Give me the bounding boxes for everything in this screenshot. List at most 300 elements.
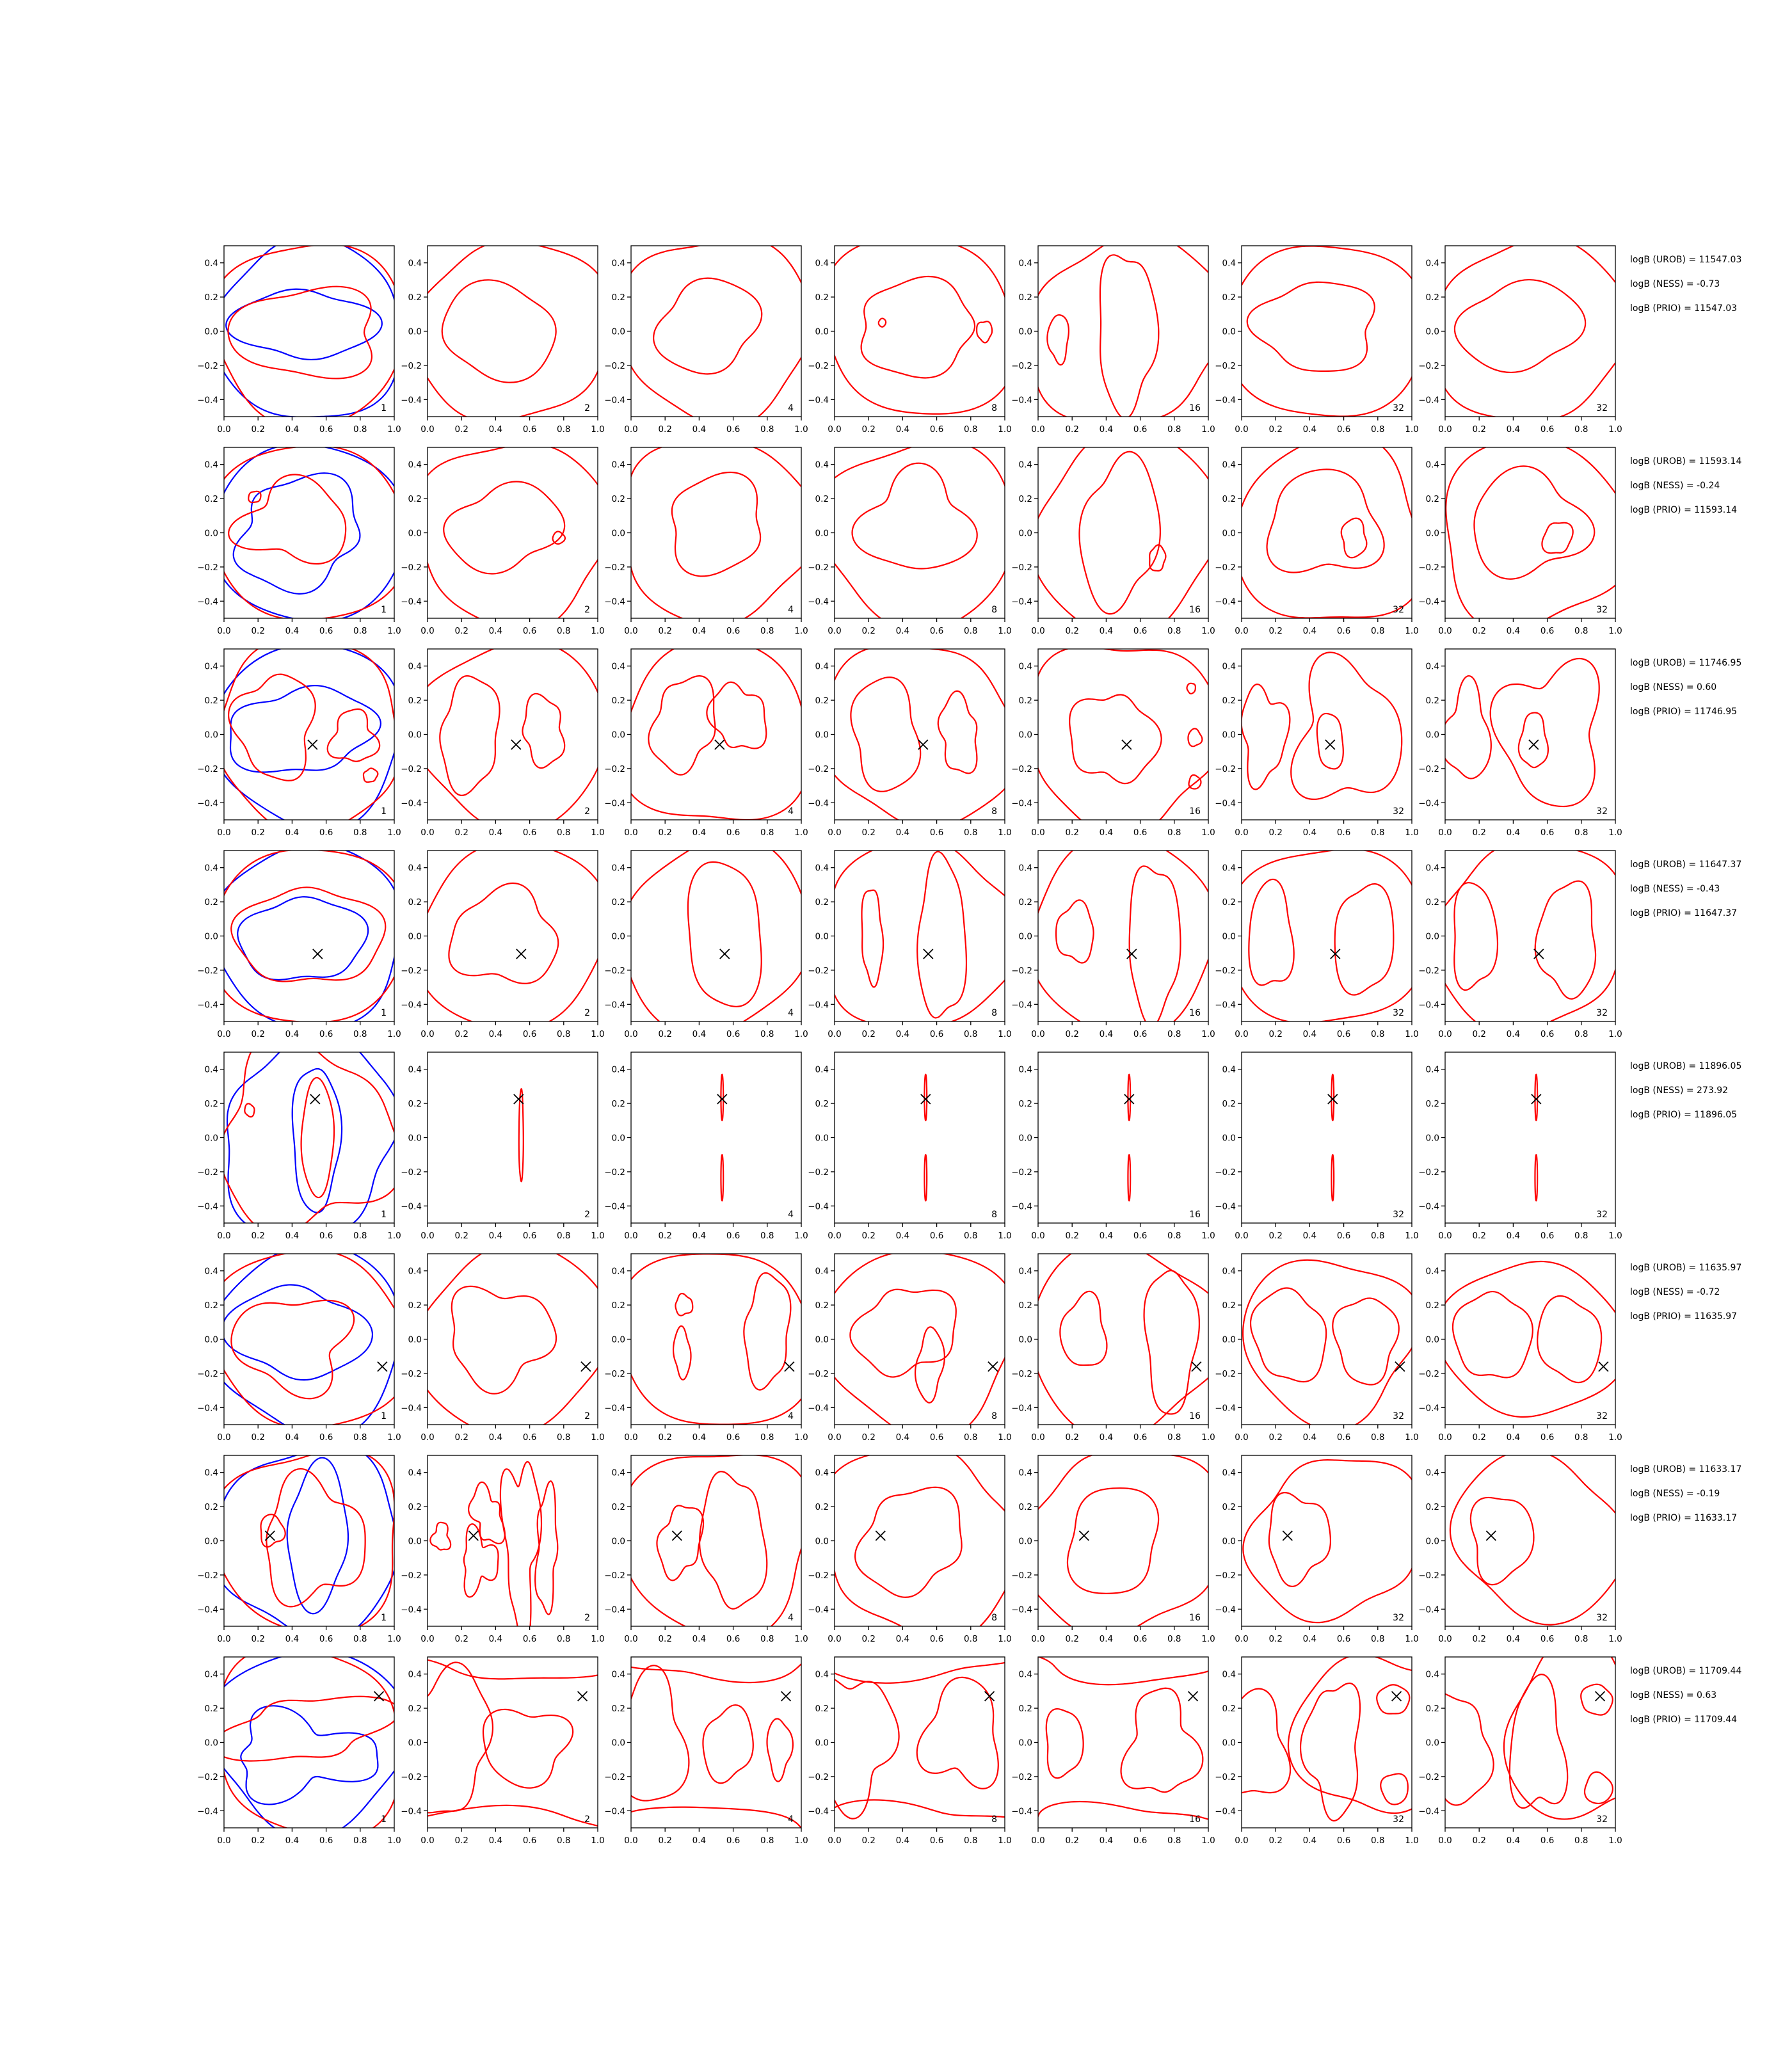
- y-tick-label: 0.0: [408, 1133, 422, 1144]
- x-tick-label: 0.8: [1371, 1231, 1385, 1241]
- y-tick-label: −0.2: [401, 1772, 422, 1782]
- y-tick-label: −0.2: [1418, 1167, 1439, 1178]
- row-logb-annotations: [1630, 449, 1792, 522]
- contour-red: [1510, 1674, 1567, 1808]
- y-tick-label: 0.2: [408, 1704, 422, 1715]
- y-tick-label: −0.2: [604, 965, 625, 976]
- y-tick-label: 0.0: [204, 1334, 218, 1345]
- y-tick-label: 0.0: [1425, 1738, 1439, 1748]
- x-tick-label: 0.4: [692, 626, 707, 636]
- x-tick-label: 0.4: [1302, 1231, 1317, 1241]
- contour-layer: [1450, 1450, 1628, 1625]
- x-tick-label: 0.2: [1472, 1029, 1486, 1039]
- axes-frame: [224, 649, 394, 820]
- contour-red: [1228, 246, 1425, 417]
- y-tick-label: 0.2: [1222, 292, 1236, 303]
- subplot-row2-col6: [1203, 432, 1427, 644]
- x-tick-label: 0.0: [1438, 626, 1452, 636]
- y-tick-label: −0.4: [197, 798, 218, 809]
- x-tick-label: 0.4: [1099, 1231, 1114, 1241]
- subplot-row8-col6: [1203, 1642, 1427, 1854]
- x-tick-label: 0.6: [1133, 626, 1148, 636]
- x-tick-label: 0.4: [1506, 1432, 1521, 1443]
- y-tick-label: −0.4: [604, 1201, 625, 1212]
- particle-count-label: 4: [788, 605, 794, 615]
- particle-count-label: 32: [1596, 403, 1608, 413]
- contour-red: [1441, 676, 1491, 778]
- y-tick-label: 0.4: [1425, 460, 1439, 470]
- y-tick-label: 0.2: [611, 1704, 625, 1715]
- y-tick-label: −0.4: [808, 1806, 829, 1817]
- particle-count-label: 32: [1393, 605, 1404, 615]
- contour-red: [1130, 866, 1181, 1027]
- row-logb-annotations: [1630, 1256, 1792, 1329]
- contour-blue: [237, 897, 368, 980]
- y-tick-label: 0.4: [204, 1064, 218, 1075]
- x-marker-icon: [921, 1094, 931, 1104]
- x-marker-icon: [1328, 1094, 1338, 1104]
- x-tick-label: 0.8: [1371, 1029, 1385, 1039]
- x-tick-label: 0.6: [1540, 424, 1555, 435]
- y-tick-label: −0.4: [1011, 1806, 1032, 1817]
- logb-annotation-line: logB (NESS) = -0.19: [1630, 1489, 1720, 1499]
- x-tick-label: 0.4: [1506, 1634, 1521, 1644]
- x-tick-label: 0.6: [726, 626, 740, 636]
- x-tick-label: 0.0: [217, 1029, 231, 1039]
- contour-layer: [1431, 842, 1625, 1034]
- subplot-row5-col2: [389, 1037, 613, 1249]
- x-tick-label: 0.2: [861, 1836, 876, 1846]
- x-tick-label: 0.2: [1472, 1231, 1486, 1241]
- y-tick-label: 0.0: [1222, 1334, 1236, 1345]
- x-tick-label: 1.0: [387, 626, 401, 636]
- y-tick-label: −0.2: [808, 1570, 829, 1581]
- y-tick-label: −0.2: [401, 562, 422, 573]
- x-tick-label: 0.6: [1133, 1231, 1148, 1241]
- particle-count-label: 2: [584, 1411, 590, 1421]
- contour-red: [620, 1455, 811, 1640]
- y-tick-label: −0.2: [808, 562, 829, 573]
- contour-red: [1450, 1450, 1628, 1625]
- y-tick-label: −0.4: [197, 1403, 218, 1414]
- x-tick-label: 0.4: [285, 1432, 300, 1443]
- contour-layer: [1031, 1241, 1230, 1440]
- x-marker-icon: [720, 949, 730, 959]
- x-tick-label: 1.0: [1608, 1231, 1622, 1241]
- contour-layer: [618, 1254, 815, 1424]
- y-tick-label: −0.4: [604, 1604, 625, 1615]
- subplot-row8-col3: [593, 1642, 817, 1854]
- axes-frame: [631, 649, 801, 820]
- x-tick-label: 1.0: [1608, 828, 1622, 838]
- contour-layer: [823, 238, 1016, 414]
- y-tick-label: 0.2: [1425, 1099, 1439, 1110]
- contour-layer: [1436, 237, 1631, 420]
- contour-red: [721, 1155, 723, 1201]
- y-tick-label: −0.4: [1418, 1604, 1439, 1615]
- y-tick-label: 0.4: [611, 661, 625, 672]
- x-tick-label: 0.0: [624, 1432, 638, 1443]
- contour-red: [464, 1524, 499, 1597]
- contour-red: [618, 1254, 815, 1424]
- x-tick-label: 0.2: [454, 1836, 468, 1846]
- x-marker-icon: [1596, 1692, 1605, 1701]
- subplot-row6-col4: [796, 1238, 1020, 1451]
- contour-red: [823, 238, 1016, 414]
- axes-frame: [428, 246, 598, 417]
- contour-red: [535, 1481, 557, 1614]
- contour-red: [483, 1709, 573, 1788]
- y-tick-label: 0.0: [611, 730, 625, 740]
- y-tick-label: 0.4: [1425, 1669, 1439, 1680]
- x-tick-label: 1.0: [998, 828, 1012, 838]
- subplot-row7-col4: [796, 1440, 1020, 1652]
- x-tick-label: 0.2: [1268, 1634, 1283, 1644]
- contour-red: [1236, 433, 1425, 618]
- x-tick-label: 0.8: [1167, 626, 1181, 636]
- subplot-row4-col1: [186, 835, 410, 1048]
- particle-count-label: 32: [1596, 806, 1608, 817]
- y-tick-label: 0.4: [815, 1669, 829, 1680]
- x-marker-icon: [717, 1094, 727, 1104]
- y-tick-label: −0.4: [808, 395, 829, 406]
- y-tick-label: 0.4: [611, 1468, 625, 1478]
- y-tick-label: 0.2: [1425, 1704, 1439, 1715]
- y-tick-label: 0.0: [611, 1334, 625, 1345]
- axes-frame: [1038, 1052, 1208, 1223]
- y-tick-label: 0.0: [1222, 528, 1236, 539]
- y-tick-label: 0.4: [408, 1064, 422, 1075]
- x-tick-label: 0.0: [624, 626, 638, 636]
- x-tick-label: 0.2: [454, 1432, 468, 1443]
- x-tick-label: 0.2: [1065, 626, 1079, 636]
- subplot-row7-col5: [1000, 1440, 1224, 1652]
- contour-layer: [411, 241, 611, 422]
- y-tick-label: 0.2: [611, 696, 625, 707]
- particle-count-label: 16: [1189, 1411, 1201, 1421]
- x-tick-label: 0.6: [929, 626, 944, 636]
- x-tick-label: 0.0: [420, 1432, 435, 1443]
- axes-frame: [1242, 649, 1412, 820]
- contour-red: [657, 1505, 703, 1580]
- contour-red: [228, 675, 316, 781]
- y-tick-label: 0.2: [1018, 897, 1032, 908]
- x-tick-label: 1.0: [387, 1634, 401, 1644]
- x-tick-label: 0.0: [217, 424, 231, 435]
- row-logb-annotations: [1630, 651, 1792, 724]
- contour-red: [411, 241, 611, 422]
- x-tick-label: 0.8: [1371, 424, 1385, 435]
- y-tick-label: −0.2: [1215, 562, 1236, 573]
- logb-annotation-line: logB (UROB) = 11746.95: [1630, 658, 1742, 668]
- y-tick-label: 0.4: [611, 863, 625, 874]
- subplot-row6-col6: [1203, 1238, 1427, 1451]
- contour-red: [413, 1243, 612, 1436]
- x-tick-label: 0.0: [624, 1231, 638, 1241]
- contour-red: [522, 694, 564, 768]
- x-tick-label: 0.0: [1438, 1231, 1452, 1241]
- y-tick-label: 0.2: [408, 897, 422, 908]
- subplot-row5-col3: [593, 1037, 817, 1249]
- x-tick-label: 1.0: [1201, 1231, 1215, 1241]
- contour-red: [1060, 1292, 1107, 1365]
- contour-blue: [212, 444, 406, 621]
- y-tick-label: −0.4: [808, 1000, 829, 1011]
- y-tick-label: −0.2: [1418, 764, 1439, 774]
- axes-frame: [631, 1657, 801, 1828]
- x-marker-icon: [308, 740, 317, 749]
- y-tick-label: 0.4: [1018, 863, 1032, 874]
- y-tick-label: −0.4: [197, 1806, 218, 1817]
- subplot-row7-col7: [1407, 1440, 1631, 1652]
- y-tick-label: −0.4: [1215, 596, 1236, 607]
- contour-red: [364, 768, 378, 782]
- y-tick-label: −0.2: [1418, 965, 1439, 976]
- y-tick-label: 0.4: [1222, 1669, 1236, 1680]
- axes-frame: [835, 1254, 1005, 1425]
- y-tick-label: 0.2: [611, 1300, 625, 1311]
- x-tick-label: 0.0: [420, 1634, 435, 1644]
- contour-layer: [416, 842, 609, 1030]
- subplot-row7-col3: [593, 1440, 817, 1652]
- y-tick-label: −0.4: [197, 596, 218, 607]
- axes-frame: [1242, 1455, 1412, 1626]
- x-tick-label: 0.4: [488, 1029, 503, 1039]
- y-tick-label: 0.2: [204, 696, 218, 707]
- x-tick-label: 0.4: [285, 828, 300, 838]
- y-tick-label: −0.2: [604, 1570, 625, 1581]
- y-tick-label: −0.2: [197, 1772, 218, 1782]
- logb-annotation-line: logB (PRIO) = 11635.97: [1630, 1311, 1738, 1322]
- axes-frame: [631, 246, 801, 417]
- contour-red: [855, 1487, 962, 1597]
- y-tick-label: 0.4: [408, 1468, 422, 1478]
- y-tick-label: 0.4: [1018, 1064, 1032, 1075]
- x-tick-label: 0.0: [217, 1836, 231, 1846]
- x-tick-label: 1.0: [1201, 1634, 1215, 1644]
- contour-blue: [287, 1458, 348, 1614]
- x-tick-label: 0.2: [251, 828, 265, 838]
- y-tick-label: −0.4: [1011, 1201, 1032, 1212]
- x-tick-label: 1.0: [794, 828, 808, 838]
- contour-red: [1585, 1772, 1613, 1804]
- y-tick-label: 0.0: [815, 1133, 829, 1144]
- x-tick-label: 0.2: [1065, 1029, 1079, 1039]
- subplot-row1-col2: [389, 230, 613, 443]
- x-tick-label: 0.2: [1472, 1432, 1486, 1443]
- x-tick-label: 0.2: [658, 424, 672, 435]
- x-tick-label: 1.0: [794, 1029, 808, 1039]
- x-tick-label: 0.6: [522, 1634, 537, 1644]
- y-tick-label: −0.2: [808, 965, 829, 976]
- y-tick-label: −0.2: [401, 360, 422, 371]
- contour-red: [675, 1293, 692, 1315]
- x-tick-label: 1.0: [1608, 1836, 1622, 1846]
- x-tick-label: 0.8: [1574, 1231, 1588, 1241]
- y-tick-label: −0.2: [197, 1570, 218, 1581]
- x-tick-label: 0.0: [420, 626, 435, 636]
- x-marker-icon: [578, 1692, 588, 1701]
- contour-red: [721, 1075, 723, 1121]
- axes-frame: [1445, 1052, 1615, 1223]
- particle-count-label: 8: [991, 1008, 997, 1018]
- y-tick-label: −0.4: [1418, 798, 1439, 809]
- x-tick-label: 0.6: [929, 1231, 944, 1241]
- contour-red: [1331, 1075, 1334, 1121]
- contour-layer: [417, 444, 612, 631]
- y-tick-label: 0.0: [611, 1133, 625, 1144]
- x-tick-label: 0.0: [217, 828, 231, 838]
- x-tick-label: 1.0: [1405, 1836, 1419, 1846]
- contour-red: [1317, 714, 1343, 769]
- x-tick-label: 0.6: [929, 828, 944, 838]
- x-tick-label: 1.0: [794, 1836, 808, 1846]
- logb-annotation-line: logB (UROB) = 11633.17: [1630, 1464, 1742, 1475]
- x-tick-label: 0.2: [1268, 424, 1283, 435]
- particle-count-label: 1: [381, 1411, 387, 1421]
- y-tick-label: 0.2: [1425, 494, 1439, 505]
- contour-red: [1535, 1155, 1537, 1201]
- y-tick-label: −0.4: [1418, 1403, 1439, 1414]
- y-tick-label: 0.4: [1222, 1266, 1236, 1277]
- contour-red: [879, 319, 886, 327]
- x-tick-label: 0.8: [964, 1836, 978, 1846]
- contour-layer: [211, 844, 407, 1028]
- subplot-row4-col4: [796, 835, 1020, 1048]
- y-tick-label: 0.2: [611, 1099, 625, 1110]
- contour-red: [744, 1273, 790, 1390]
- x-tick-label: 0.8: [353, 1634, 367, 1644]
- x-tick-label: 0.4: [1302, 1836, 1317, 1846]
- y-tick-label: −0.4: [1418, 395, 1439, 406]
- logb-annotation-line: logB (PRIO) = 11593.14: [1630, 505, 1738, 515]
- axes-frame: [428, 447, 598, 618]
- x-tick-label: 0.0: [828, 1836, 842, 1846]
- x-tick-label: 0.6: [1540, 1836, 1555, 1846]
- y-tick-label: −0.4: [197, 1201, 218, 1212]
- contour-red: [231, 1300, 354, 1398]
- y-tick-label: −0.4: [808, 1403, 829, 1414]
- row-logb-annotations: [1630, 852, 1792, 925]
- y-tick-label: −0.2: [604, 360, 625, 371]
- x-tick-label: 0.0: [1031, 1634, 1045, 1644]
- particle-count-label: 8: [991, 806, 997, 817]
- particle-count-label: 32: [1393, 1411, 1404, 1421]
- subplot-row5-col1: [186, 1037, 410, 1249]
- particle-count-label: 32: [1393, 1210, 1404, 1220]
- particle-count-label: 16: [1189, 1008, 1201, 1018]
- y-tick-label: −0.2: [197, 562, 218, 573]
- axes-frame: [631, 447, 801, 618]
- subplot-row1-col5: [1000, 230, 1224, 443]
- contour-blue: [206, 1651, 410, 1839]
- x-marker-icon: [1192, 1362, 1201, 1372]
- subplot-row6-col3: [593, 1238, 817, 1451]
- contour-red: [1335, 884, 1394, 995]
- y-tick-label: 0.4: [815, 1468, 829, 1478]
- x-marker-icon: [1283, 1531, 1292, 1540]
- axes-frame: [1242, 851, 1412, 1021]
- x-tick-label: 0.6: [522, 1836, 537, 1846]
- x-tick-label: 0.6: [929, 1029, 944, 1039]
- contour-red: [1291, 652, 1402, 799]
- x-tick-label: 0.6: [726, 1836, 740, 1846]
- logb-annotation-line: logB (NESS) = -0.43: [1630, 884, 1720, 894]
- y-tick-label: 0.4: [1018, 460, 1032, 470]
- contour-red: [1017, 1452, 1221, 1637]
- y-tick-label: 0.0: [611, 528, 625, 539]
- y-tick-label: 0.4: [1425, 1266, 1439, 1277]
- x-tick-label: 0.6: [726, 424, 740, 435]
- y-tick-label: −0.4: [1215, 1806, 1236, 1817]
- y-tick-label: 0.4: [1222, 863, 1236, 874]
- x-tick-label: 0.6: [1540, 1432, 1555, 1443]
- particle-count-label: 1: [381, 1210, 387, 1220]
- x-tick-label: 0.8: [1371, 1432, 1385, 1443]
- contour-red: [1228, 849, 1426, 1023]
- y-tick-label: −0.4: [401, 1806, 422, 1817]
- x-tick-label: 0.2: [1268, 1432, 1283, 1443]
- x-tick-label: 0.2: [658, 1029, 672, 1039]
- contour-red: [1471, 1498, 1534, 1585]
- axes-frame: [428, 1455, 598, 1626]
- x-tick-label: 0.4: [488, 626, 503, 636]
- contour-red: [862, 890, 884, 988]
- x-tick-label: 0.8: [964, 1231, 978, 1241]
- x-tick-label: 0.4: [285, 1029, 300, 1039]
- contour-red: [823, 646, 1021, 829]
- x-tick-label: 0.8: [557, 1634, 571, 1644]
- y-tick-label: −0.2: [1011, 1167, 1032, 1178]
- y-tick-label: 0.4: [204, 1669, 218, 1680]
- y-tick-label: 0.0: [204, 931, 218, 942]
- x-tick-label: 0.4: [895, 626, 910, 636]
- contour-red: [852, 463, 977, 569]
- x-tick-label: 0.0: [624, 1836, 638, 1846]
- x-tick-label: 0.4: [488, 1634, 503, 1644]
- x-tick-label: 1.0: [794, 1432, 808, 1443]
- x-tick-label: 0.6: [319, 1836, 333, 1846]
- y-tick-label: −0.4: [1011, 596, 1032, 607]
- y-tick-label: −0.4: [604, 1000, 625, 1011]
- contour-red: [444, 482, 564, 574]
- x-tick-label: 0.0: [624, 828, 638, 838]
- contour-red: [1100, 255, 1158, 418]
- y-tick-label: −0.4: [1011, 1000, 1032, 1011]
- x-tick-label: 0.2: [1065, 1432, 1079, 1443]
- y-tick-label: −0.4: [1215, 395, 1236, 406]
- subplot-row6-col2: [389, 1238, 613, 1451]
- y-tick-label: −0.4: [604, 1806, 625, 1817]
- x-tick-label: 0.6: [522, 424, 537, 435]
- x-tick-label: 0.4: [1099, 1029, 1114, 1039]
- y-tick-label: 0.2: [1222, 696, 1236, 707]
- axes-frame: [1242, 1052, 1412, 1223]
- x-tick-label: 0.4: [1099, 1432, 1114, 1443]
- contour-layer: [1446, 438, 1635, 631]
- x-tick-label: 0.4: [1506, 828, 1521, 838]
- y-tick-label: −0.2: [1418, 1772, 1439, 1782]
- x-tick-label: 1.0: [591, 1432, 605, 1443]
- contour-layer: [1032, 232, 1229, 422]
- particle-count-label: 16: [1189, 1210, 1201, 1220]
- x-tick-label: 0.8: [1574, 1432, 1588, 1443]
- x-tick-label: 0.6: [319, 424, 333, 435]
- x-tick-label: 0.8: [1574, 1634, 1588, 1644]
- y-tick-label: 0.4: [1425, 863, 1439, 874]
- y-tick-label: 0.2: [1018, 696, 1032, 707]
- x-tick-label: 1.0: [387, 424, 401, 435]
